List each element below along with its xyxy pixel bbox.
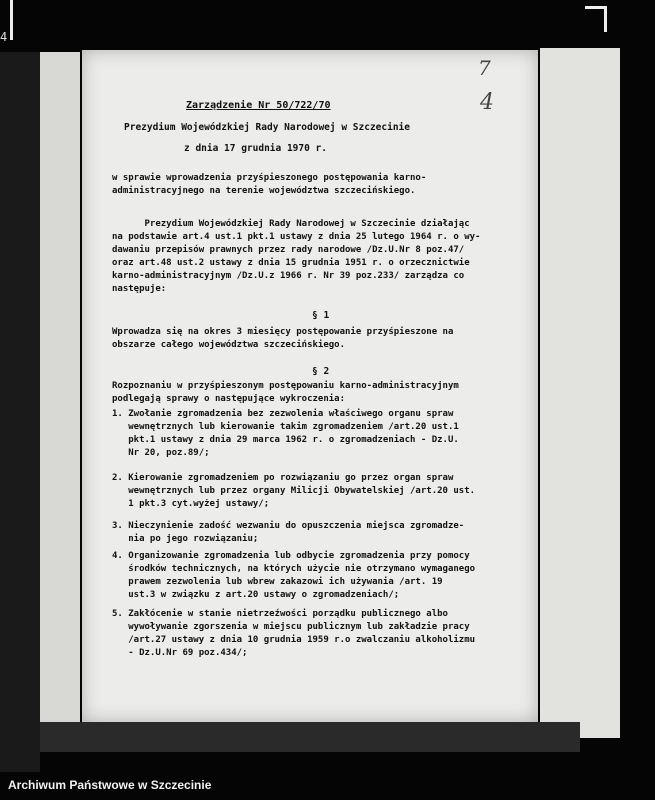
doc-subject: w sprawie wprowadzenia przyśpieszonego postępowania karno- administracyjnego na terenie województwa szczecińskiego. xyxy=(112,173,427,196)
doc-title: Zarządzenie Nr 50/722/70 xyxy=(186,100,331,111)
binding-edge xyxy=(40,722,580,752)
doc-date: z dnia 17 grudnia 1970 r. xyxy=(184,143,327,154)
crop-mark xyxy=(10,0,13,40)
section-2-text: Rozpoznaniu w przyśpieszonym postępowaniu karno-administracyjnym podlegają sprawy o następujące wykroczenia: xyxy=(112,381,459,404)
list-item: 4. Organizowanie zgromadzenia lub odbycie zgromadzenia przy pomocy środków technicznych, na których użycie nie otrzymano wymaganego prawem zezwolenia lub wbrew zakazowi ich używania /art. 19 ust.3 w związku z art.20 ustawy o zgromadzeniach/; xyxy=(112,551,476,600)
list-item: 5. Zakłócenie w stanie nietrzeźwości porządku publicznego albo wywoływanie zgorszenia w miejscu publicznym lub zakładzie pracy /art.27 ustawy z dnia 10 grudnia 1959 r.o zwalczaniu alkoholizmu - Dz.U.Nr 69 poz.434/; xyxy=(112,609,476,658)
doc-intro: Prezydium Wojewódzkiej Rady Narodowej w Szczecinie działając na podstawie art.4 ust.1 pkt.1 ustawy z dnia 25 lutego 1964 r. o wy- dawaniu przepisów prawnych przez rady narodowe /Dz.U.Nr 8 poz.47/ oraz art.48 ust.2 ustawy z dnia 15 grudnia 1951 r. o orzecznictwie karno-administracyjnym /Dz.U.z 1966 r. Nr 39 poz.233/ zarządza co następuje: xyxy=(112,219,481,294)
doc-issuer: Prezydium Wojewódzkiej Rady Narodowej w Szczecinie xyxy=(124,122,410,133)
archive-caption: Archiwum Państwowe w Szczecinie xyxy=(8,778,212,792)
section-1-heading: § 1 xyxy=(312,310,330,321)
list-item: 3. Nieczynienie zadość wezwaniu do opuszczenia miejsca zgromadze- nia po jego rozwiązaniu; xyxy=(112,521,465,544)
underlying-sheet xyxy=(40,52,80,732)
list-item: 1. Zwołanie zgromadzenia bez zezwolenia właściwego organu spraw wewnętrznych lub kierowanie takim zgromadzeniem /art.20 ust.1 pkt.1 ustawy z dnia 29 marca 1962 r. o zgromadzeniach - Dz.U. Nr 20, poz.89/; xyxy=(112,409,459,458)
left-margin xyxy=(0,52,40,772)
handwritten-number: 7 xyxy=(478,56,491,80)
right-sheet xyxy=(540,48,620,738)
section-2-heading: § 2 xyxy=(312,366,330,377)
handwritten-number: 4 xyxy=(480,90,494,115)
crop-mark xyxy=(604,6,607,32)
page-marker: 4 xyxy=(0,30,8,44)
section-1-text: Wprowadza się na okres 3 miesięcy postępowanie przyśpieszone na obszarze całego województwa szczecińskiego. xyxy=(112,327,454,350)
list-item: 2. Kierowanie zgromadzeniem po rozwiązaniu go przez organ spraw wewnętrznych lub przez organy Milicji Obywatelskiej /art.20 ust. 1 pkt.3 cyt.wyżej ustawy/; xyxy=(112,473,476,509)
